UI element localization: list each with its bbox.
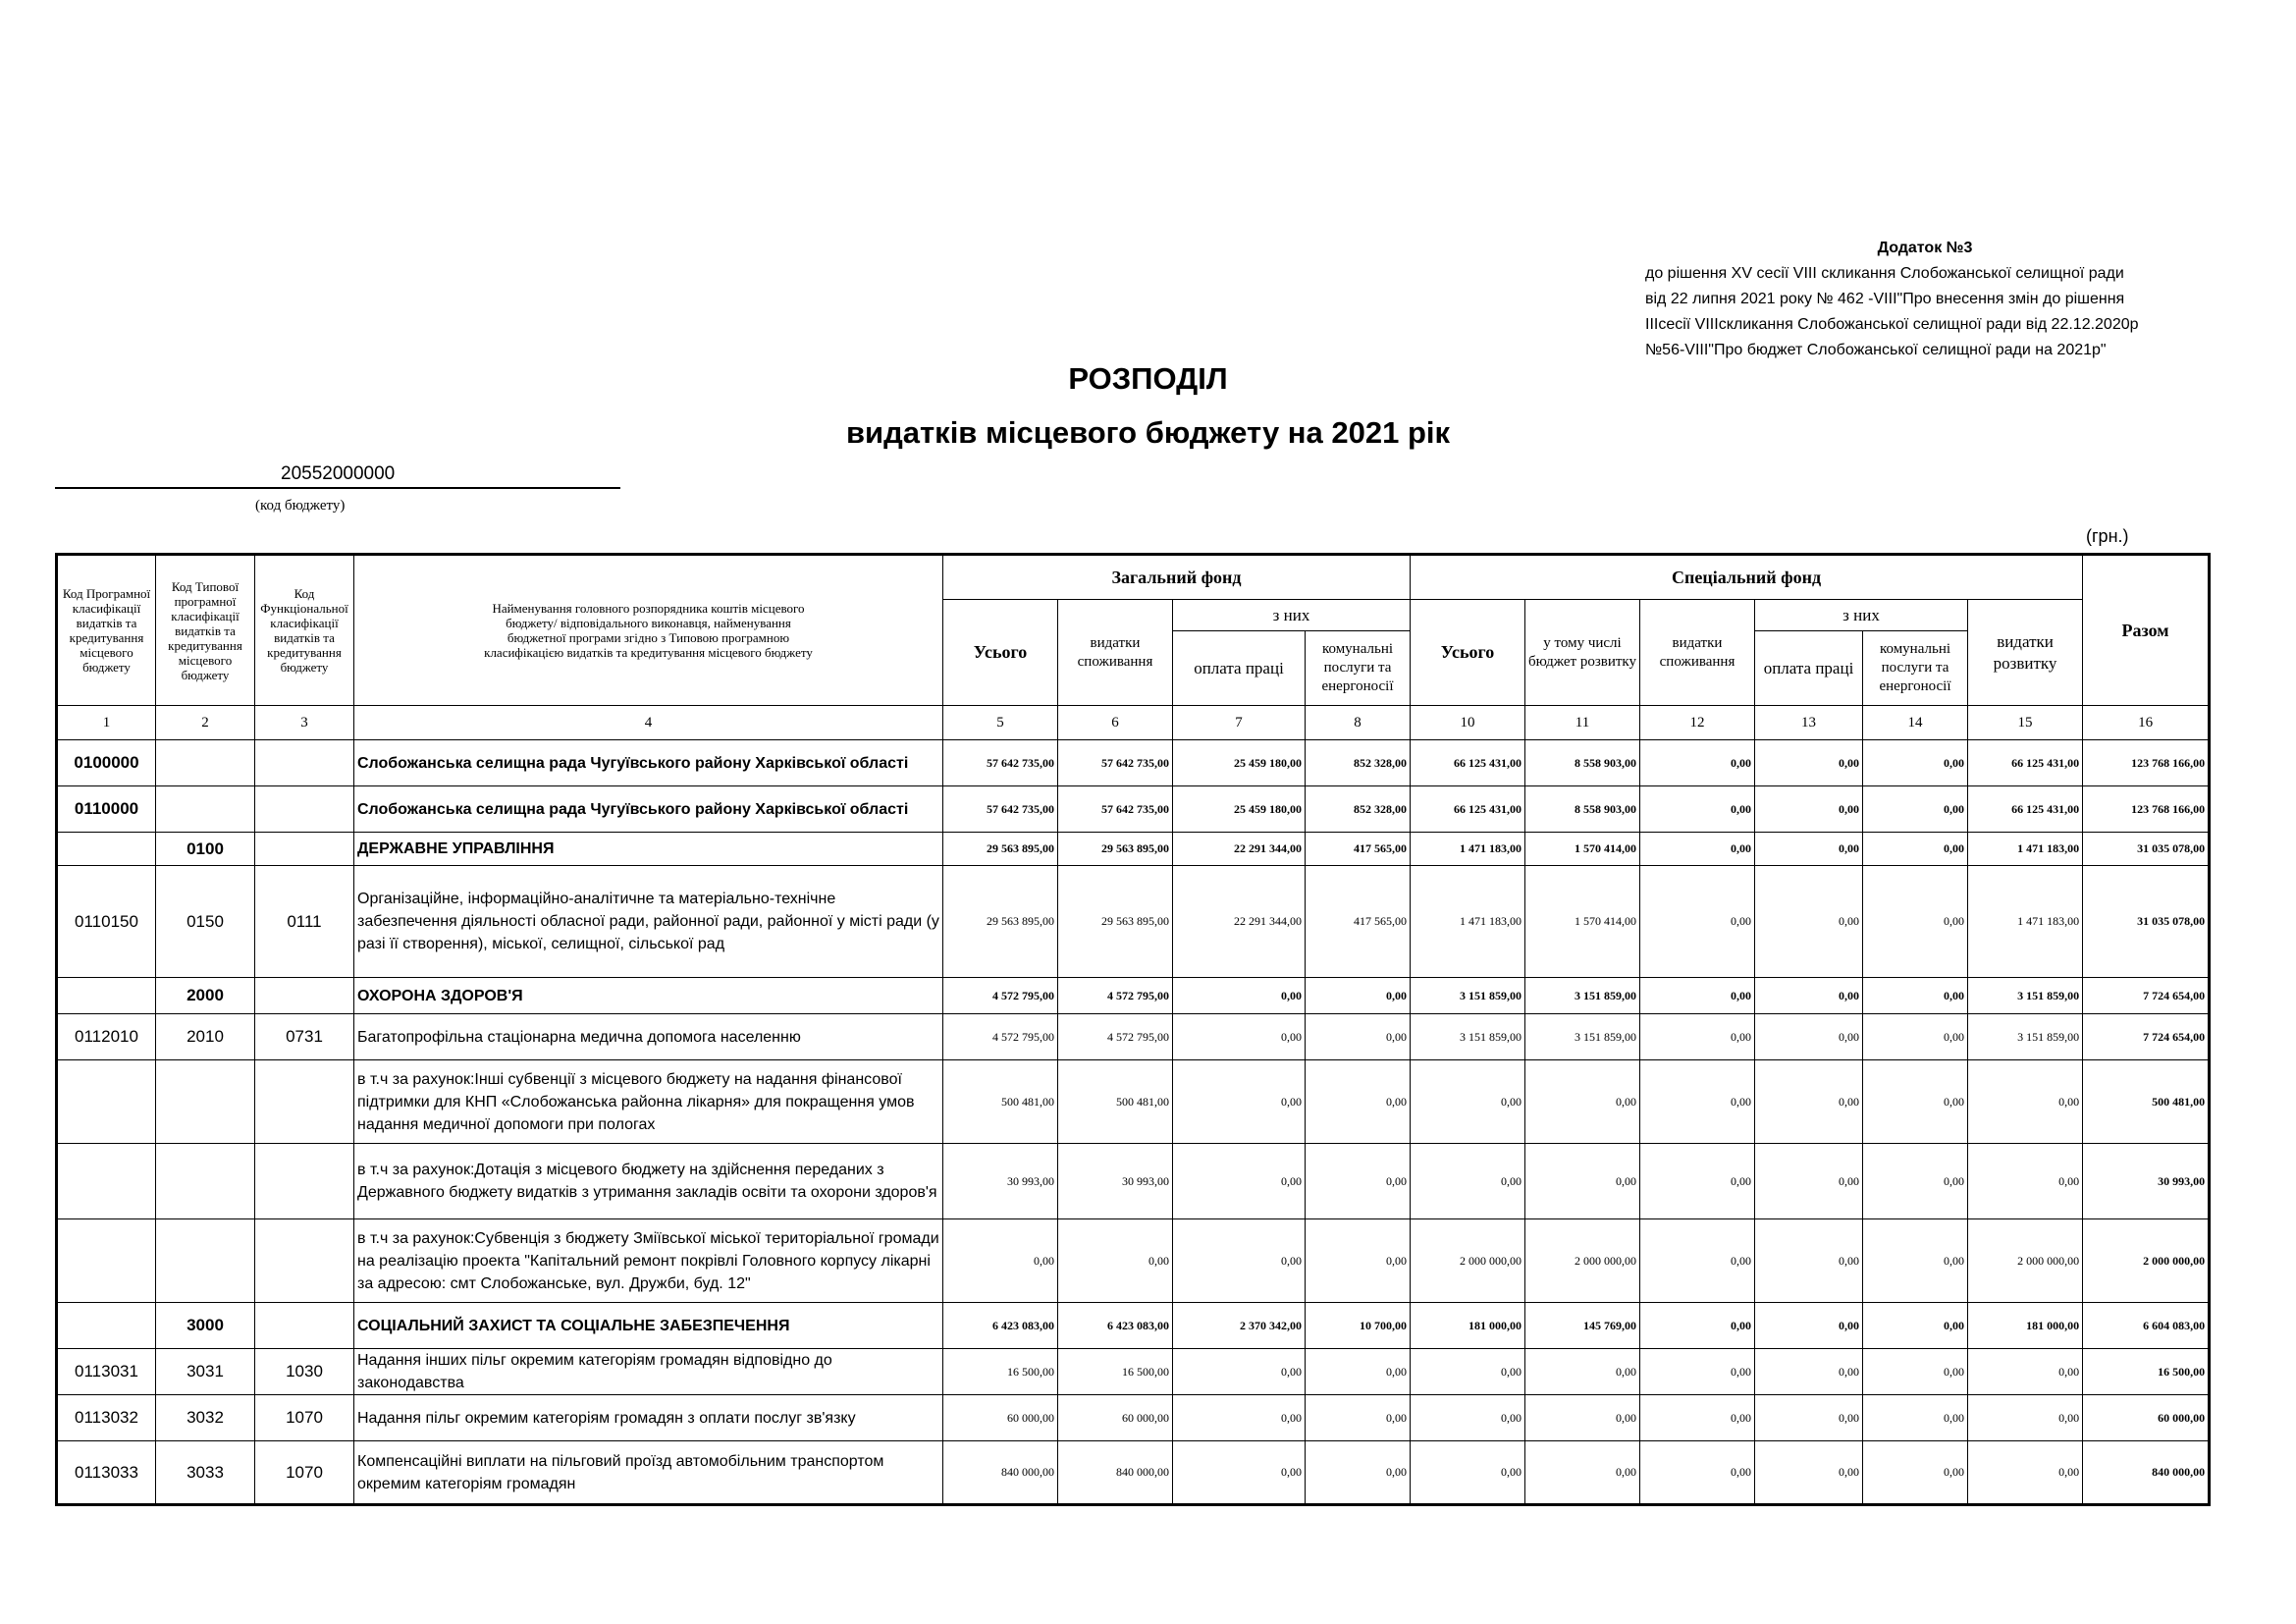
amount-cell: 181 000,00	[1411, 1303, 1525, 1349]
document-title: РОЗПОДІЛ	[1068, 361, 1228, 396]
amount-cell: 0,00	[1058, 1219, 1173, 1303]
amount-cell: 0,00	[1755, 1060, 1863, 1144]
amount-cell: 0,00	[1755, 1395, 1863, 1441]
typical-code-cell: 3031	[156, 1349, 255, 1395]
total-amount-cell: 30 993,00	[2083, 1144, 2210, 1219]
column-index: 16	[2083, 706, 2210, 740]
budget-code-label: (код бюджету)	[255, 498, 346, 514]
amount-cell: 0,00	[1755, 1014, 1863, 1060]
amount-cell: 60 000,00	[1058, 1395, 1173, 1441]
amount-cell: 0,00	[1755, 1219, 1863, 1303]
table-row	[57, 1144, 2210, 1219]
amount-cell: 6 423 083,00	[943, 1303, 1058, 1349]
functional-code-cell: 0111	[255, 866, 354, 978]
amount-cell: 0,00	[1755, 1144, 1863, 1219]
appendix-line: до рішення XV сесії VIII скликання Слобожанської селищної ради	[1645, 265, 2124, 282]
amount-cell: 66 125 431,00	[1968, 786, 2083, 833]
amount-cell: 0,00	[1968, 1349, 2083, 1395]
table-row	[57, 1441, 2210, 1505]
amount-cell: 4 572 795,00	[943, 1014, 1058, 1060]
header-general-utilities: комунальні послуги та енергоносії	[1306, 631, 1411, 706]
functional-code-cell	[255, 1219, 354, 1303]
table-row	[57, 1395, 2210, 1441]
table-row	[57, 740, 2210, 786]
amount-cell: 0,00	[1173, 1144, 1306, 1219]
program-code-cell	[57, 1144, 156, 1219]
header-general-salary: оплата праці	[1173, 631, 1306, 706]
table-row	[57, 1014, 2210, 1060]
amount-cell: 6 423 083,00	[1058, 1303, 1173, 1349]
amount-cell: 1 570 414,00	[1525, 866, 1640, 978]
amount-cell: 0,00	[1968, 1441, 2083, 1505]
typical-code-cell: 3032	[156, 1395, 255, 1441]
amount-cell: 0,00	[1640, 1219, 1755, 1303]
typical-code-cell: 2000	[156, 978, 255, 1014]
header-of-which: з них	[1755, 600, 1968, 631]
functional-code-cell: 1070	[255, 1441, 354, 1505]
appendix-line: IIIсесії VIIIскликання Слобожанської селищної ради від 22.12.2020р	[1645, 316, 2139, 333]
amount-cell: 0,00	[1411, 1441, 1525, 1505]
amount-cell: 0,00	[1173, 1349, 1306, 1395]
amount-cell: 29 563 895,00	[1058, 833, 1173, 866]
functional-code-cell	[255, 1303, 354, 1349]
amount-cell: 840 000,00	[1058, 1441, 1173, 1505]
program-name-cell: Надання інших пільг окремим категоріям громадян відповідно до законодавства	[354, 1349, 943, 1395]
amount-cell: 0,00	[1863, 740, 1968, 786]
program-code-cell: 0100000	[57, 740, 156, 786]
table-row	[57, 1303, 2210, 1349]
program-code-cell: 0110150	[57, 866, 156, 978]
amount-cell: 0,00	[1863, 1441, 1968, 1505]
header-of-which: з них	[1173, 600, 1411, 631]
amount-cell: 500 481,00	[1058, 1060, 1173, 1144]
expenditure-table	[55, 553, 2211, 1506]
amount-cell: 0,00	[1755, 866, 1863, 978]
amount-cell: 0,00	[1863, 1144, 1968, 1219]
amount-cell: 0,00	[1525, 1349, 1640, 1395]
program-code-cell	[57, 1060, 156, 1144]
budget-code	[55, 463, 620, 489]
total-amount-cell: 123 768 166,00	[2083, 786, 2210, 833]
amount-cell: 0,00	[1640, 978, 1755, 1014]
amount-cell: 10 700,00	[1306, 1303, 1411, 1349]
total-amount-cell: 7 724 654,00	[2083, 1014, 2210, 1060]
amount-cell: 0,00	[1863, 1395, 1968, 1441]
amount-cell: 57 642 735,00	[943, 786, 1058, 833]
header-special-utilities: комунальні послуги та енергоносії	[1863, 631, 1968, 706]
amount-cell: 0,00	[1968, 1060, 2083, 1144]
column-index: 3	[255, 706, 354, 740]
header-special-salary: оплата праці	[1755, 631, 1863, 706]
amount-cell: 0,00	[1755, 978, 1863, 1014]
amount-cell: 60 000,00	[943, 1395, 1058, 1441]
index-row	[57, 706, 2210, 740]
program-code-cell: 0113033	[57, 1441, 156, 1505]
program-code-cell	[57, 833, 156, 866]
program-code-cell: 0112010	[57, 1014, 156, 1060]
amount-cell: 30 993,00	[943, 1144, 1058, 1219]
functional-code-cell: 1030	[255, 1349, 354, 1395]
amount-cell: 57 642 735,00	[1058, 786, 1173, 833]
amount-cell: 66 125 431,00	[1411, 786, 1525, 833]
amount-cell: 2 370 342,00	[1173, 1303, 1306, 1349]
header-functional-code: Код Функціональної класифікації видатків та кредитування бюджету	[255, 555, 354, 706]
header-total: Разом	[2083, 555, 2210, 706]
total-amount-cell: 31 035 078,00	[2083, 833, 2210, 866]
typical-code-cell: 0150	[156, 866, 255, 978]
program-name-cell: Організаційне, інформаційно-аналітичне та матеріально-технічне забезпечення діяльності обласної ради, районної ради, районної у місті ради (у разі її створення), міської, селищної, сільської рад	[354, 866, 943, 978]
amount-cell: 0,00	[1173, 1060, 1306, 1144]
amount-cell: 0,00	[1755, 1441, 1863, 1505]
amount-cell: 417 565,00	[1306, 866, 1411, 978]
table-row	[57, 866, 2210, 978]
appendix-line: від 22 липня 2021 року № 462 -VIII"Про внесення змін до рішення	[1645, 291, 2125, 307]
amount-cell: 852 328,00	[1306, 786, 1411, 833]
amount-cell: 0,00	[1173, 1395, 1306, 1441]
header-special-consumption: видатки споживання	[1640, 600, 1755, 706]
header-program-code: Код Програмної класифікації видатків та кредитування місцевого бюджету	[57, 555, 156, 706]
amount-cell: 0,00	[1411, 1349, 1525, 1395]
amount-cell: 0,00	[1968, 1395, 2083, 1441]
amount-cell: 0,00	[1640, 1441, 1755, 1505]
amount-cell: 0,00	[1863, 978, 1968, 1014]
amount-cell: 0,00	[1755, 786, 1863, 833]
total-amount-cell: 7 724 654,00	[2083, 978, 2210, 1014]
amount-cell: 1 570 414,00	[1525, 833, 1640, 866]
program-code-cell: 0113031	[57, 1349, 156, 1395]
amount-cell: 29 563 895,00	[1058, 866, 1173, 978]
amount-cell: 8 558 903,00	[1525, 786, 1640, 833]
amount-cell: 417 565,00	[1306, 833, 1411, 866]
functional-code-cell	[255, 786, 354, 833]
program-name-cell: в т.ч за рахунок:Дотація з місцевого бюджету на здійснення переданих з Державного бюджету видатків з утримання закладів освіти та охорони здоров'я	[354, 1144, 943, 1219]
functional-code-cell	[255, 740, 354, 786]
document-subtitle: видатків місцевого бюджету на 2021 рік	[845, 415, 1451, 450]
table-row	[57, 978, 2210, 1014]
amount-cell: 1 471 183,00	[1968, 866, 2083, 978]
amount-cell: 16 500,00	[1058, 1349, 1173, 1395]
amount-cell: 16 500,00	[943, 1349, 1058, 1395]
amount-cell: 0,00	[1306, 1060, 1411, 1144]
amount-cell: 1 471 183,00	[1968, 833, 2083, 866]
amount-cell: 0,00	[1411, 1395, 1525, 1441]
typical-code-cell	[156, 740, 255, 786]
program-code-cell: 0110000	[57, 786, 156, 833]
amount-cell: 3 151 859,00	[1525, 1014, 1640, 1060]
amount-cell: 0,00	[1411, 1144, 1525, 1219]
total-amount-cell: 840 000,00	[2083, 1441, 2210, 1505]
amount-cell: 840 000,00	[943, 1441, 1058, 1505]
amount-cell: 66 125 431,00	[1968, 740, 2083, 786]
amount-cell: 0,00	[1525, 1060, 1640, 1144]
functional-code-cell	[255, 1060, 354, 1144]
program-name-cell: Слобожанська селищна рада Чугуївського району Харківської області	[354, 786, 943, 833]
table-row	[57, 786, 2210, 833]
amount-cell: 0,00	[1640, 833, 1755, 866]
table-header	[57, 555, 2210, 740]
column-index: 15	[1968, 706, 2083, 740]
amount-cell: 0,00	[1306, 978, 1411, 1014]
column-index: 10	[1411, 706, 1525, 740]
amount-cell: 4 572 795,00	[1058, 978, 1173, 1014]
amount-cell: 0,00	[1755, 740, 1863, 786]
header-special-total: Усього	[1411, 600, 1525, 706]
typical-code-cell	[156, 1219, 255, 1303]
amount-cell: 0,00	[1755, 1349, 1863, 1395]
column-index: 13	[1755, 706, 1863, 740]
amount-cell: 57 642 735,00	[943, 740, 1058, 786]
amount-cell: 0,00	[1306, 1349, 1411, 1395]
amount-cell: 0,00	[1306, 1219, 1411, 1303]
table-row	[57, 833, 2210, 866]
amount-cell: 0,00	[1640, 1395, 1755, 1441]
header-general-total: Усього	[943, 600, 1058, 706]
amount-cell: 145 769,00	[1525, 1303, 1640, 1349]
program-name-cell: в т.ч за рахунок:Інші субвенції з місцевого бюджету на надання фінансової підтримки для КНП «Слобожанська районна лікарня» для покращення умов надання медичної допомоги при пологах	[354, 1060, 943, 1144]
amount-cell: 0,00	[1640, 1014, 1755, 1060]
amount-cell: 30 993,00	[1058, 1144, 1173, 1219]
functional-code-cell	[255, 1144, 354, 1219]
amount-cell: 3 151 859,00	[1968, 1014, 2083, 1060]
appendix-title: Додаток №3	[1877, 240, 1973, 256]
amount-cell: 0,00	[1173, 1219, 1306, 1303]
amount-cell: 22 291 344,00	[1173, 833, 1306, 866]
total-amount-cell: 60 000,00	[2083, 1395, 2210, 1441]
amount-cell: 3 151 859,00	[1411, 1014, 1525, 1060]
amount-cell: 0,00	[1306, 1014, 1411, 1060]
table-row	[57, 1060, 2210, 1144]
amount-cell: 0,00	[1968, 1144, 2083, 1219]
amount-cell: 0,00	[1173, 978, 1306, 1014]
column-index: 8	[1306, 706, 1411, 740]
header-typical-code: Код Типової програмної класифікації видатків та кредитування місцевого бюджету	[156, 555, 255, 706]
column-index: 2	[156, 706, 255, 740]
functional-code-cell	[255, 833, 354, 866]
column-index: 4	[354, 706, 943, 740]
appendix-line: №56-VIII"Про бюджет Слобожанської селищної ради на 2021р"	[1645, 342, 2107, 358]
amount-cell: 0,00	[1640, 1349, 1755, 1395]
functional-code-cell: 1070	[255, 1395, 354, 1441]
amount-cell: 29 563 895,00	[943, 866, 1058, 978]
program-name-cell: Надання пільг окремим категоріям громадян з оплати послуг зв'язку	[354, 1395, 943, 1441]
amount-cell: 0,00	[1863, 1014, 1968, 1060]
amount-cell: 0,00	[1755, 833, 1863, 866]
typical-code-cell	[156, 1060, 255, 1144]
amount-cell: 4 572 795,00	[943, 978, 1058, 1014]
header-special-fund: Спеціальний фонд	[1411, 555, 2083, 600]
program-name-cell: в т.ч за рахунок:Субвенція з бюджету Зміївської міської територіальної громади на реалізацію проекта "Капітальний ремонт покрівлі Головного корпусу лікарні за адресою: смт Слобожанське, вул. Дружби, буд. 12"	[354, 1219, 943, 1303]
amount-cell: 0,00	[1173, 1014, 1306, 1060]
amount-cell: 0,00	[1755, 1303, 1863, 1349]
column-index: 5	[943, 706, 1058, 740]
program-code-cell	[57, 1303, 156, 1349]
amount-cell: 0,00	[1863, 1349, 1968, 1395]
amount-cell: 8 558 903,00	[1525, 740, 1640, 786]
amount-cell: 0,00	[1640, 1303, 1755, 1349]
amount-cell: 0,00	[1525, 1441, 1640, 1505]
total-amount-cell: 31 035 078,00	[2083, 866, 2210, 978]
amount-cell: 0,00	[1863, 1303, 1968, 1349]
amount-cell: 0,00	[1863, 866, 1968, 978]
amount-cell: 25 459 180,00	[1173, 740, 1306, 786]
program-name-cell: ДЕРЖАВНЕ УПРАВЛІННЯ	[354, 833, 943, 866]
amount-cell: 0,00	[943, 1219, 1058, 1303]
amount-cell: 0,00	[1863, 833, 1968, 866]
amount-cell: 0,00	[1640, 1144, 1755, 1219]
currency-label: (грн.)	[2086, 526, 2129, 546]
program-code-cell	[57, 978, 156, 1014]
amount-cell: 0,00	[1411, 1060, 1525, 1144]
amount-cell: 0,00	[1306, 1144, 1411, 1219]
column-index: 12	[1640, 706, 1755, 740]
amount-cell: 57 642 735,00	[1058, 740, 1173, 786]
amount-cell: 22 291 344,00	[1173, 866, 1306, 978]
table-row	[57, 1349, 2210, 1395]
program-name-cell: Слобожанська селищна рада Чугуївського району Харківської області	[354, 740, 943, 786]
total-amount-cell: 123 768 166,00	[2083, 740, 2210, 786]
header-name: Найменування головного розпорядника коштів місцевого бюджету/ відповідального виконавця, найменування бюджетної програми згідно з Типовою програмною класифікацією видатків та кредитування місцевого бюджету	[354, 555, 943, 706]
amount-cell: 0,00	[1640, 866, 1755, 978]
table-row	[57, 1219, 2210, 1303]
total-amount-cell: 500 481,00	[2083, 1060, 2210, 1144]
typical-code-cell: 0100	[156, 833, 255, 866]
header-general-fund: Загальний фонд	[943, 555, 1411, 600]
program-name-cell: Багатопрофільна стаціонарна медична допомога населенню	[354, 1014, 943, 1060]
amount-cell: 0,00	[1863, 1219, 1968, 1303]
functional-code-cell	[255, 978, 354, 1014]
amount-cell: 0,00	[1173, 1441, 1306, 1505]
typical-code-cell	[156, 1144, 255, 1219]
typical-code-cell: 3000	[156, 1303, 255, 1349]
amount-cell: 181 000,00	[1968, 1303, 2083, 1349]
amount-cell: 66 125 431,00	[1411, 740, 1525, 786]
amount-cell: 29 563 895,00	[943, 833, 1058, 866]
amount-cell: 1 471 183,00	[1411, 866, 1525, 978]
amount-cell: 0,00	[1525, 1144, 1640, 1219]
amount-cell: 0,00	[1306, 1441, 1411, 1505]
total-amount-cell: 2 000 000,00	[2083, 1219, 2210, 1303]
functional-code-cell: 0731	[255, 1014, 354, 1060]
total-amount-cell: 16 500,00	[2083, 1349, 2210, 1395]
amount-cell: 0,00	[1525, 1395, 1640, 1441]
header-special-development: видатки розвитку	[1968, 600, 2083, 706]
amount-cell: 0,00	[1640, 786, 1755, 833]
amount-cell: 2 000 000,00	[1411, 1219, 1525, 1303]
amount-cell: 4 572 795,00	[1058, 1014, 1173, 1060]
amount-cell: 0,00	[1306, 1395, 1411, 1441]
amount-cell: 852 328,00	[1306, 740, 1411, 786]
amount-cell: 25 459 180,00	[1173, 786, 1306, 833]
header-general-consumption: видатки споживання	[1058, 600, 1173, 706]
column-index: 11	[1525, 706, 1640, 740]
program-name-cell: СОЦІАЛЬНИЙ ЗАХИСТ ТА СОЦІАЛЬНЕ ЗАБЕЗПЕЧЕННЯ	[354, 1303, 943, 1349]
amount-cell: 0,00	[1640, 1060, 1755, 1144]
total-amount-cell: 6 604 083,00	[2083, 1303, 2210, 1349]
amount-cell: 2 000 000,00	[1968, 1219, 2083, 1303]
program-name-cell: Компенсаційні виплати на пільговий проїзд автомобільним транспортом окремим категоріям громадян	[354, 1441, 943, 1505]
amount-cell: 0,00	[1640, 740, 1755, 786]
appendix-note	[1645, 236, 2195, 363]
amount-cell: 3 151 859,00	[1968, 978, 2083, 1014]
amount-cell: 0,00	[1863, 786, 1968, 833]
amount-cell: 1 471 183,00	[1411, 833, 1525, 866]
table-body	[57, 740, 2210, 1505]
amount-cell: 3 151 859,00	[1411, 978, 1525, 1014]
typical-code-cell	[156, 786, 255, 833]
budget-code-value: 20552000000	[281, 463, 396, 484]
header-special-incl-development: у тому числі бюджет розвитку	[1525, 600, 1640, 706]
amount-cell: 500 481,00	[943, 1060, 1058, 1144]
amount-cell: 3 151 859,00	[1525, 978, 1640, 1014]
program-name-cell: ОХОРОНА ЗДОРОВ'Я	[354, 978, 943, 1014]
typical-code-cell: 2010	[156, 1014, 255, 1060]
column-index: 1	[57, 706, 156, 740]
typical-code-cell: 3033	[156, 1441, 255, 1505]
amount-cell: 2 000 000,00	[1525, 1219, 1640, 1303]
program-code-cell: 0113032	[57, 1395, 156, 1441]
column-index: 6	[1058, 706, 1173, 740]
amount-cell: 0,00	[1863, 1060, 1968, 1144]
column-index: 14	[1863, 706, 1968, 740]
column-index: 7	[1173, 706, 1306, 740]
program-code-cell	[57, 1219, 156, 1303]
